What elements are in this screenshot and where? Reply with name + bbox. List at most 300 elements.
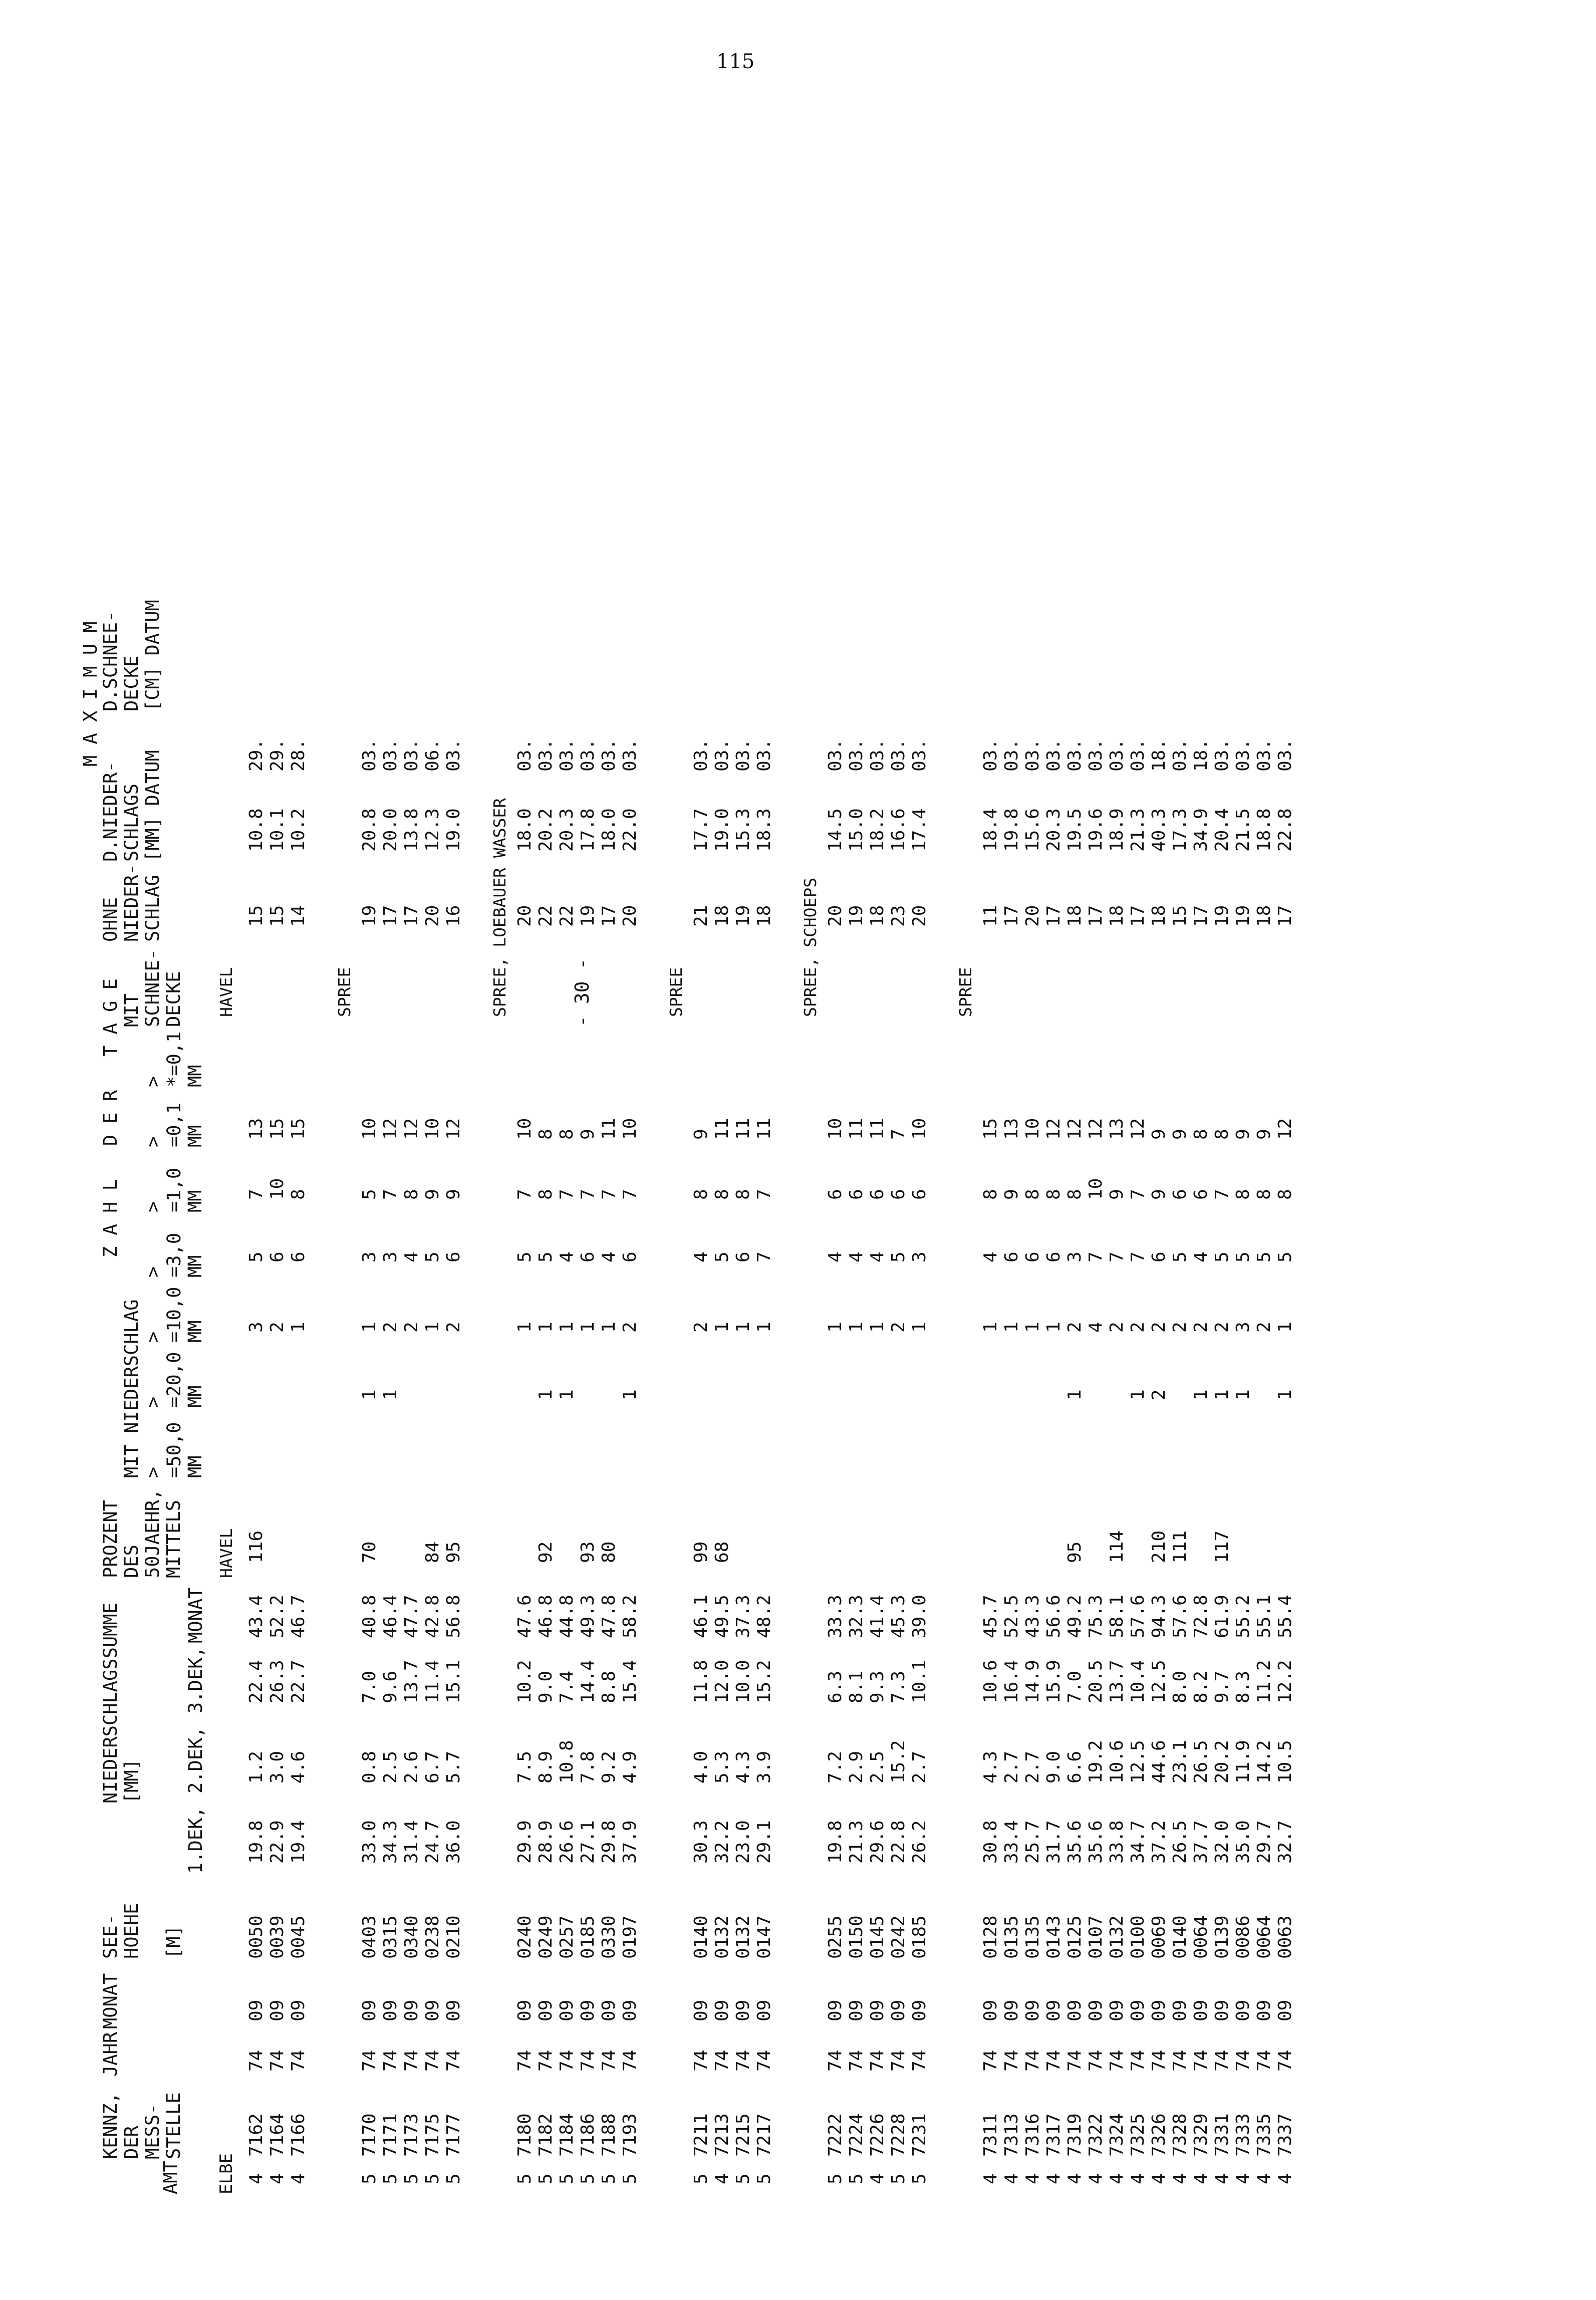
table-cell: 03. — [909, 738, 930, 772]
table-cell: 4 — [1022, 2173, 1043, 2184]
table-cell: 5 — [1275, 1251, 1295, 1262]
table-cell: 03. — [1022, 738, 1043, 772]
table-cell: 14 — [288, 905, 309, 927]
table-cell: 75.3 — [1086, 1595, 1106, 1638]
table-cell: 7 — [557, 1189, 577, 1200]
table-cell: 17 — [1086, 905, 1106, 927]
table-cell: 6 — [620, 1251, 640, 1262]
table-cell: 74 — [888, 2050, 909, 2072]
table-cell: 14.2 — [1254, 1740, 1274, 1783]
table-cell: 19.5 — [1065, 808, 1085, 852]
table-cell: 0242 — [888, 1915, 909, 1959]
table-cell: 4 — [1107, 2173, 1127, 2184]
table-cell: 33.0 — [359, 1820, 380, 1864]
table-row — [846, 90, 868, 2194]
table-cell: 74 — [1170, 2050, 1190, 2072]
table-cell: 09 — [1212, 1999, 1232, 2021]
table-cell: 7188 — [599, 2113, 619, 2157]
header-seehoehe: SEE- HOEHE [M] — [100, 1903, 184, 1959]
table-row — [1274, 90, 1296, 2194]
table-cell: 30.3 — [691, 1820, 711, 1864]
table-cell: 12.0 — [712, 1660, 732, 1703]
table-cell: 7170 — [359, 2113, 380, 2157]
table-cell: 29.6 — [867, 1820, 888, 1864]
table-cell: 03. — [557, 738, 577, 772]
table-cell: 74 — [514, 2050, 535, 2072]
table-cell: 55.4 — [1275, 1595, 1295, 1638]
table-cell: 19 — [359, 905, 380, 927]
table-row — [1148, 90, 1170, 2194]
table-cell: 0086 — [1233, 1915, 1253, 1959]
table-cell: 20.4 — [1212, 808, 1232, 852]
table-cell: 4.0 — [691, 1750, 711, 1783]
header-maxschnee: D.SCHNEE- DECKE [CM] DATUM — [100, 600, 163, 711]
table-cell: 17.7 — [691, 808, 711, 852]
table-cell: 11.2 — [1254, 1660, 1274, 1703]
table-cell: 5 — [599, 2173, 619, 2184]
table-cell: 30.8 — [980, 1820, 1001, 1864]
table-cell: 20.2 — [536, 808, 556, 852]
table-cell: 5 — [246, 1251, 267, 1262]
header-t20: > =20,0 MM — [142, 1352, 206, 1408]
table-cell: 1 — [1065, 1389, 1085, 1400]
table-cell: 0140 — [1170, 1915, 1190, 1959]
table-cell: 6.7 — [422, 1750, 443, 1783]
table-cell: 13.7 — [401, 1660, 422, 1703]
table-cell: 09 — [620, 1999, 640, 2021]
table-cell: 74 — [578, 2050, 598, 2072]
table-cell: 6 — [909, 1189, 930, 1200]
table-cell: 9 — [1254, 1129, 1274, 1140]
header-tstar: > *=0,1 MM — [142, 1031, 206, 1087]
table-cell: 20 — [422, 905, 443, 927]
table-cell: 7 — [578, 1189, 598, 1200]
table-cell: 0069 — [1149, 1915, 1169, 1959]
table-cell: 19.8 — [246, 1820, 267, 1864]
table-cell: 03. — [401, 738, 422, 772]
table-cell: 0150 — [846, 1915, 867, 1959]
table-cell: 6 — [825, 1189, 846, 1200]
table-cell: 7 — [754, 1189, 774, 1200]
table-cell: 09 — [888, 1999, 909, 2021]
table-cell: 1 — [712, 1322, 732, 1333]
table-cell: 7 — [1107, 1251, 1127, 1262]
table-cell: 1 — [1212, 1389, 1232, 1400]
table-cell: 6 — [1043, 1251, 1064, 1262]
table-cell: 7231 — [909, 2113, 930, 2157]
table-row — [1001, 90, 1023, 2194]
table-cell: 95 — [1065, 1541, 1085, 1563]
table-cell: 6.6 — [1065, 1750, 1085, 1783]
table-cell: 7317 — [1043, 2113, 1064, 2157]
table-cell: 5 — [733, 2173, 753, 2184]
table-cell: 1 — [599, 1322, 619, 1333]
table-cell: 8 — [1065, 1189, 1085, 1200]
table-cell: 7 — [246, 1189, 267, 1200]
table-cell: 4 — [599, 1251, 619, 1262]
table-cell: 4 — [246, 2173, 267, 2184]
table-cell: 10.2 — [288, 808, 309, 852]
table-cell: 18.9 — [1107, 808, 1127, 852]
table-cell: 27.1 — [578, 1820, 598, 1864]
table-cell: 12 — [1128, 1118, 1148, 1140]
table-cell: 74 — [620, 2050, 640, 2072]
table-cell: 22.9 — [267, 1820, 288, 1864]
table-cell: 7.2 — [825, 1750, 846, 1783]
table-cell: 93 — [578, 1541, 598, 1563]
table-cell: 7326 — [1149, 2113, 1169, 2157]
table-cell: 1 — [1001, 1322, 1022, 1333]
table-cell: 03. — [620, 738, 640, 772]
table-cell: 18.3 — [754, 808, 774, 852]
table-cell: 09 — [1191, 1999, 1211, 2021]
table-cell: 10.1 — [909, 1660, 930, 1703]
table-row — [1190, 90, 1212, 2194]
table-cell: 4 — [1001, 2173, 1022, 2184]
table-cell: 7311 — [980, 2113, 1001, 2157]
table-cell: 7 — [888, 1129, 909, 1140]
table-header — [80, 90, 230, 2194]
table-cell: 2 — [888, 1322, 909, 1333]
table-cell: 4 — [1191, 1251, 1211, 1262]
table-cell: 74 — [401, 2050, 422, 2072]
table-cell: 17 — [1191, 905, 1211, 927]
table-cell: 8 — [980, 1189, 1001, 1200]
river-label-right: HAVEL — [216, 967, 236, 1017]
river-label-right: SPREE — [335, 967, 354, 1017]
table-cell: 11 — [980, 905, 1001, 927]
table-cell: 09 — [557, 1999, 577, 2021]
table-cell: 49.2 — [1065, 1595, 1085, 1638]
table-cell: 10.6 — [980, 1660, 1001, 1703]
table-cell: 2 — [1128, 1322, 1148, 1333]
header-kennz: KENNZ, DER MESS- STELLE — [100, 2092, 184, 2159]
table-cell: 12.5 — [1149, 1660, 1169, 1703]
table-cell: 9 — [422, 1189, 443, 1200]
table-cell: 09 — [1170, 1999, 1190, 2021]
table-cell: 42.8 — [422, 1595, 443, 1638]
table-cell: 117 — [1212, 1530, 1232, 1563]
table-cell: 15 — [246, 905, 267, 927]
table-row — [711, 90, 733, 2194]
table-cell: 3 — [359, 1251, 380, 1262]
table-cell: 2.5 — [867, 1750, 888, 1783]
table-cell: 8.2 — [1191, 1670, 1211, 1703]
table-cell: 13.7 — [1107, 1660, 1127, 1703]
table-cell: 1 — [1233, 1389, 1253, 1400]
table-cell: 7331 — [1212, 2113, 1232, 2157]
table-cell: 34.3 — [380, 1820, 401, 1864]
table-cell: 4.3 — [733, 1750, 753, 1783]
table-cell: 74 — [536, 2050, 556, 2072]
table-cell: 0210 — [443, 1915, 464, 1959]
table-cell: 7.3 — [888, 1670, 909, 1703]
table-cell: 7226 — [867, 2113, 888, 2157]
table-row — [514, 90, 536, 2194]
table-cell: 17 — [401, 905, 422, 927]
table-row — [1253, 90, 1275, 2194]
table-cell: 10.8 — [557, 1740, 577, 1783]
table-cell: 22.7 — [288, 1660, 309, 1703]
table-cell: 7217 — [754, 2113, 774, 2157]
table-cell: 03. — [380, 738, 401, 772]
table-cell: 5 — [536, 2173, 556, 2184]
table-cell: 23.1 — [1170, 1740, 1190, 1783]
table-cell: 8.0 — [1170, 1670, 1190, 1703]
table-cell: 7211 — [691, 2113, 711, 2157]
table-cell: 114 — [1107, 1530, 1127, 1563]
header-t01: > =0,1 MM — [142, 1102, 206, 1147]
table-cell: 43.3 — [1022, 1595, 1043, 1638]
table-cell: 52.2 — [267, 1595, 288, 1638]
table-row — [1232, 90, 1254, 2194]
table-cell: 0185 — [578, 1915, 598, 1959]
table-cell: 52.5 — [1001, 1595, 1022, 1638]
table-cell: 26.3 — [267, 1660, 288, 1703]
river-label-right: SPREE — [956, 967, 975, 1017]
table-cell: 03. — [712, 738, 732, 772]
table-cell: 15.9 — [1043, 1660, 1064, 1703]
table-cell: 5 — [1233, 1251, 1253, 1262]
table-cell: 74 — [1275, 2050, 1295, 2072]
table-cell: 7.0 — [1065, 1670, 1085, 1703]
table-row — [422, 90, 444, 2194]
table-cell: 99 — [691, 1541, 711, 1563]
table-cell: 7173 — [401, 2113, 422, 2157]
table-cell: 13.8 — [401, 808, 422, 852]
table-cell: 37.3 — [733, 1595, 753, 1638]
header-dek1: 1.DEK, — [185, 1807, 206, 1874]
table-cell: 36.0 — [443, 1820, 464, 1864]
table-cell: 4 — [401, 1251, 422, 1262]
table-cell: 5 — [1254, 1251, 1274, 1262]
table-cell: 0139 — [1212, 1915, 1232, 1959]
table-cell: 25.7 — [1022, 1820, 1043, 1864]
table-cell: 29.9 — [514, 1820, 535, 1864]
table-cell: 8.3 — [1233, 1670, 1253, 1703]
table-cell: 7333 — [1233, 2113, 1253, 2157]
table-cell: 2 — [1254, 1322, 1274, 1333]
table-cell: 7175 — [422, 2113, 443, 2157]
table-cell: 35.6 — [1086, 1820, 1106, 1864]
table-row — [909, 90, 931, 2194]
table-cell: 03. — [1107, 738, 1127, 772]
table-row — [443, 90, 465, 2194]
header-maximum: M A X I M U M — [80, 621, 101, 766]
rotated-table — [80, 90, 1503, 2194]
table-cell: 2.6 — [401, 1750, 422, 1783]
table-cell: 80 — [599, 1541, 619, 1563]
table-cell: 10 — [1086, 1178, 1106, 1200]
table-cell: 9.3 — [867, 1670, 888, 1703]
table-cell: 57.6 — [1170, 1595, 1190, 1638]
table-cell: 8 — [1233, 1189, 1253, 1200]
table-cell: 74 — [599, 2050, 619, 2072]
table-cell: 1 — [846, 1322, 867, 1333]
table-cell: 9 — [578, 1129, 598, 1140]
table-cell: 0107 — [1086, 1915, 1106, 1959]
table-cell: 18.0 — [514, 808, 535, 852]
table-cell: 5.7 — [443, 1750, 464, 1783]
table-cell: 0064 — [1254, 1915, 1274, 1959]
table-cell: 7166 — [288, 2113, 309, 2157]
table-cell: 6 — [443, 1251, 464, 1262]
table-cell: 5 — [712, 1251, 732, 1262]
table-cell: 09 — [599, 1999, 619, 2021]
table-cell: 9 — [1149, 1189, 1169, 1200]
table-row — [825, 90, 847, 2194]
table-cell: 7322 — [1086, 2113, 1106, 2157]
table-cell: 0315 — [380, 1915, 401, 1959]
table-cell: 7 — [514, 1189, 535, 1200]
table-cell: 7222 — [825, 2113, 846, 2157]
table-cell: 15 — [1170, 905, 1190, 927]
table-cell: 74 — [1149, 2050, 1169, 2072]
table-cell: 18 — [1107, 905, 1127, 927]
table-cell: 28. — [288, 738, 309, 772]
table-cell: 68 — [712, 1541, 732, 1563]
river-label-right: SPREE — [666, 967, 686, 1017]
table-cell: 7171 — [380, 2113, 401, 2157]
table-cell: 12 — [401, 1118, 422, 1140]
table-cell: 4.9 — [620, 1750, 640, 1783]
table-cell: 09 — [909, 1999, 930, 2021]
table-cell: 7313 — [1001, 2113, 1022, 2157]
table-cell: 6 — [1149, 1251, 1169, 1262]
table-cell: 74 — [380, 2050, 401, 2072]
header-zahl: Z A H L D E R T A G E — [100, 978, 121, 1257]
table-cell: 111 — [1170, 1530, 1190, 1563]
table-cell: 70 — [359, 1541, 380, 1563]
table-cell: 0039 — [267, 1915, 288, 1959]
table-cell: 7316 — [1022, 2113, 1043, 2157]
table-cell: 8 — [536, 1129, 556, 1140]
table-cell: 09 — [691, 1999, 711, 2021]
table-cell: 21.3 — [1128, 808, 1148, 852]
table-cell: 15.2 — [754, 1660, 774, 1703]
table-cell: 10 — [359, 1118, 380, 1140]
table-cell: 29. — [246, 738, 267, 772]
header-niederschlag: NIEDERSCHLAGSSUMME [MM] — [100, 1603, 142, 1804]
table-cell: 14.9 — [1022, 1660, 1043, 1703]
table-cell: 7228 — [888, 2113, 909, 2157]
table-cell: 35.6 — [1065, 1820, 1085, 1864]
header-jahr: JAHR — [100, 2031, 121, 2077]
table-cell: 8 — [536, 1189, 556, 1200]
table-cell: 4 — [1275, 2173, 1295, 2184]
table-cell: 15.6 — [1022, 808, 1043, 852]
table-cell: 2 — [267, 1322, 288, 1333]
table-cell: 19.8 — [1001, 808, 1022, 852]
table-cell: 09 — [867, 1999, 888, 2021]
table-cell: 18.8 — [1254, 808, 1274, 852]
table-cell: 37.9 — [620, 1820, 640, 1864]
table-cell: 20.3 — [1043, 808, 1064, 852]
table-cell: 20.0 — [380, 808, 401, 852]
table-cell: 12 — [1275, 1118, 1295, 1140]
table-cell: 3 — [1065, 1251, 1085, 1262]
table-cell: 6 — [578, 1251, 598, 1262]
table-cell: 10.4 — [1128, 1660, 1148, 1703]
table-cell: 13 — [246, 1118, 267, 1140]
table-cell: 18 — [867, 905, 888, 927]
table-row — [888, 90, 910, 2194]
table-cell: 1 — [1128, 1389, 1148, 1400]
table-cell: 2.7 — [1022, 1750, 1043, 1783]
table-cell: 15 — [980, 1118, 1001, 1140]
table-cell: 18 — [1065, 905, 1085, 927]
table-cell: 5 — [1170, 1251, 1190, 1262]
table-cell: 7325 — [1128, 2113, 1148, 2157]
header-t50: > =50,0 MM — [142, 1422, 206, 1478]
table-cell: 18 — [1149, 905, 1169, 927]
table-cell: 45.7 — [980, 1595, 1001, 1638]
table-cell: 03. — [1233, 738, 1253, 772]
table-cell: 3 — [380, 1251, 401, 1262]
header-monat: MONAT — [100, 1973, 121, 2029]
table-cell: 7.8 — [578, 1750, 598, 1783]
table-cell: 1 — [733, 1322, 753, 1333]
table-cell: 03. — [754, 738, 774, 772]
table-cell: 03. — [514, 738, 535, 772]
table-cell: 94.3 — [1149, 1595, 1169, 1638]
table-cell: 74 — [1043, 2050, 1064, 2072]
table-cell: 0249 — [536, 1915, 556, 1959]
table-cell: 8 — [1191, 1129, 1211, 1140]
table-cell: 09 — [578, 1999, 598, 2021]
table-cell: 74 — [1254, 2050, 1274, 2072]
table-cell: 15 — [267, 905, 288, 927]
table-cell: 20.8 — [359, 808, 380, 852]
table-cell: 61.9 — [1212, 1595, 1232, 1638]
table-cell: 2 — [1170, 1322, 1190, 1333]
table-cell: 6 — [888, 1189, 909, 1200]
table-cell: 12.3 — [422, 808, 443, 852]
table-cell: 1 — [288, 1322, 309, 1333]
table-cell: 7193 — [620, 2113, 640, 2157]
table-cell: 74 — [288, 2050, 309, 2072]
table-cell: 4 — [1191, 2173, 1211, 2184]
table-cell: 09 — [1065, 1999, 1085, 2021]
table-cell: 44.6 — [1149, 1740, 1169, 1783]
table-cell: 10.1 — [267, 808, 288, 852]
table-cell: 12 — [443, 1118, 464, 1140]
table-cell: 11 — [846, 1118, 867, 1140]
table-cell: 2.9 — [846, 1750, 867, 1783]
table-cell: 5 — [620, 2173, 640, 2184]
table-cell: 9.0 — [1043, 1750, 1064, 1783]
table-cell: 74 — [1065, 2050, 1085, 2072]
table-cell: 1 — [536, 1389, 556, 1400]
table-cell: 7162 — [246, 2113, 267, 2157]
table-cell: 3 — [909, 1251, 930, 1262]
table-cell: 03. — [846, 738, 867, 772]
table-cell: 15.4 — [620, 1660, 640, 1703]
table-cell: 22.8 — [1275, 808, 1295, 852]
table-cell: 8 — [1043, 1189, 1064, 1200]
table-cell: 19.4 — [288, 1820, 309, 1864]
table-cell: 7 — [620, 1189, 640, 1200]
table-cell: 09 — [246, 1999, 267, 2021]
table-cell: 1 — [754, 1322, 774, 1333]
table-cell: 12.2 — [1275, 1660, 1295, 1703]
table-cell: 7215 — [733, 2113, 753, 2157]
table-cell: 1 — [620, 1389, 640, 1400]
table-cell: 5 — [557, 2173, 577, 2184]
table-cell: 0125 — [1065, 1915, 1085, 1959]
table-cell: 8 — [288, 1189, 309, 1200]
table-cell: 22 — [536, 905, 556, 927]
